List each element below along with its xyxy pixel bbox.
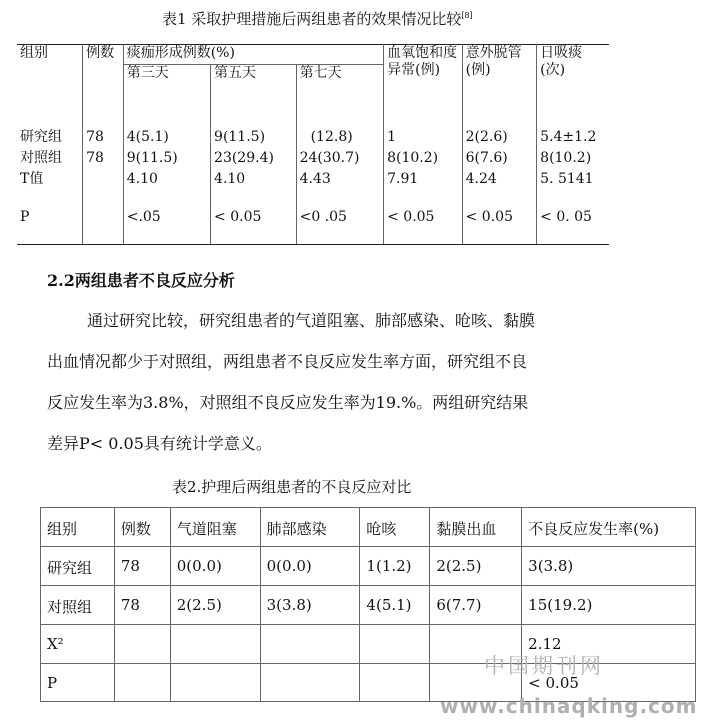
t1-header-group: 组别: [17, 45, 83, 129]
t1-cell: 7.91: [384, 171, 463, 209]
t2-cell: [114, 664, 170, 702]
t2-cell: [360, 664, 430, 702]
t1-cell: < 0.05: [211, 209, 297, 245]
t2-cell: 0(0.0): [260, 547, 360, 586]
paragraph-line: 反应发生率为3.8%，对照组不良反应发生率为19.%。两组研究结果: [47, 393, 529, 412]
section-paragraph: [47, 300, 535, 464]
paragraph-line: 出血情况都少于对照组，两组患者不良反应发生率方面，研究组不良: [47, 352, 528, 371]
t1-cell: 78: [83, 150, 124, 171]
t1-cell: 8(10.2): [384, 150, 463, 171]
t2-cell: 3(3.8): [522, 547, 696, 586]
t1-header-day7: 第七天: [296, 65, 384, 129]
t1-cell: 6(7.6): [462, 150, 537, 171]
t2-header-cell: 呛咳: [360, 508, 430, 547]
t1-row: [17, 150, 609, 171]
t1-cell: 2(2.6): [462, 129, 537, 150]
t2-cell: [260, 625, 360, 664]
t1-cell: 4(5.1): [123, 129, 210, 150]
t1-cell: 78: [83, 129, 124, 150]
t2-cell: [360, 625, 430, 664]
t1-header-cases: 例数: [83, 45, 124, 129]
t1-header-extubation: 意外脱管(例): [462, 45, 537, 129]
t2-cell: 15(19.2): [522, 586, 696, 625]
t2-cell: X²: [41, 625, 115, 664]
t2-header-cell: 不良反应发生率(%): [522, 508, 696, 547]
table1: [17, 44, 609, 245]
t1-cell: < 0. 05: [537, 209, 609, 245]
t1-row: [17, 129, 609, 150]
table2-caption: 表2.护理后两组患者的不良反应对比: [172, 478, 412, 496]
t2-row: [41, 547, 696, 586]
t1-cell: (12.8): [296, 129, 384, 150]
t1-cell: 1: [384, 129, 463, 150]
t2-header-cell: 肺部感染: [260, 508, 360, 547]
t1-row: [17, 209, 609, 245]
t2-cell: < 0.05: [522, 664, 696, 702]
paragraph-line: 差异P< 0.05具有统计学意义。: [47, 434, 272, 453]
t2-cell: 3(3.8): [260, 586, 360, 625]
t1-cell: T值: [17, 171, 83, 209]
t1-header-sputum: 痰痂形成例数(%): [123, 45, 383, 65]
t2-cell: 0(0.0): [170, 547, 260, 586]
watermark-site-name: 中国期刊网: [484, 654, 604, 678]
t1-cell: <.05: [123, 209, 210, 245]
t1-cell: 4.10: [123, 171, 210, 209]
t1-cell: <0 .05: [296, 209, 384, 245]
t1-cell: 8(10.2): [540, 149, 592, 166]
t1-cell: 4.24: [462, 171, 537, 209]
t2-row: [41, 586, 696, 625]
t1-cell: < 0.05: [462, 209, 537, 245]
t2-header-row: [41, 508, 696, 547]
t2-cell: [260, 664, 360, 702]
t1-cell: 24(30.7): [296, 150, 384, 171]
t2-header-cell: 气道阻塞: [170, 508, 260, 547]
t1-cell: < 0.05: [384, 209, 463, 245]
t1-cell: P: [17, 209, 83, 245]
t2-header-cell: 组别: [41, 508, 115, 547]
t2-cell: 2(2.5): [430, 547, 522, 586]
t1-cell: 对照组: [17, 150, 83, 171]
t2-header-cell: 黏膜出血: [430, 508, 522, 547]
t1-cell: 9(11.5): [211, 129, 297, 150]
t1-cell: 23(29.4): [211, 150, 297, 171]
table1-caption: [162, 8, 473, 29]
t1-cell: 9(11.5): [123, 150, 210, 171]
t1-cell: 4.43: [296, 171, 384, 209]
t1-cell: 5. 5141: [540, 170, 594, 187]
t2-cell: 研究组: [41, 547, 115, 586]
t1-row: [17, 171, 609, 209]
table1-caption-ref: [8]: [461, 11, 473, 20]
t2-cell: 78: [114, 547, 170, 586]
t2-header-cell: 例数: [114, 508, 170, 547]
t2-cell: [170, 625, 260, 664]
t2-cell: [170, 664, 260, 702]
t2-cell: 2(2.5): [170, 586, 260, 625]
t2-cell: 6(7.7): [430, 586, 522, 625]
t2-cell: 4(5.1): [360, 586, 430, 625]
t1-cell: [83, 209, 124, 245]
t2-cell: 1(1.2): [360, 547, 430, 586]
watermark-url: www.chinaqking.com: [440, 694, 698, 718]
t1-cell: 5.4±1.2: [540, 128, 597, 145]
t1-cell: 研究组: [17, 129, 83, 150]
t1-header-suction: 日吸痰(次): [537, 45, 609, 129]
t2-cell: 78: [114, 586, 170, 625]
table1-caption-text: 表1 采取护理措施后两组患者的效果情况比较: [162, 10, 462, 28]
t1-header-spo2: 血氧饱和度异常(例): [384, 45, 463, 129]
t1-header-day5: 第五天: [211, 65, 297, 129]
t1-header-day3: 第三天: [123, 65, 210, 129]
t2-cell: [114, 625, 170, 664]
t2-cell: 2.12: [522, 625, 696, 664]
paragraph-line: 通过研究比较，研究组患者的气道阻塞、肺部感染、呛咳、黏膜: [87, 311, 536, 330]
t1-cell: [83, 171, 124, 209]
t1-cell: 4.10: [211, 171, 297, 209]
t2-cell: P: [41, 664, 115, 702]
t2-cell: 对照组: [41, 586, 115, 625]
section-heading: 2.2两组患者不良反应分析: [47, 271, 235, 290]
